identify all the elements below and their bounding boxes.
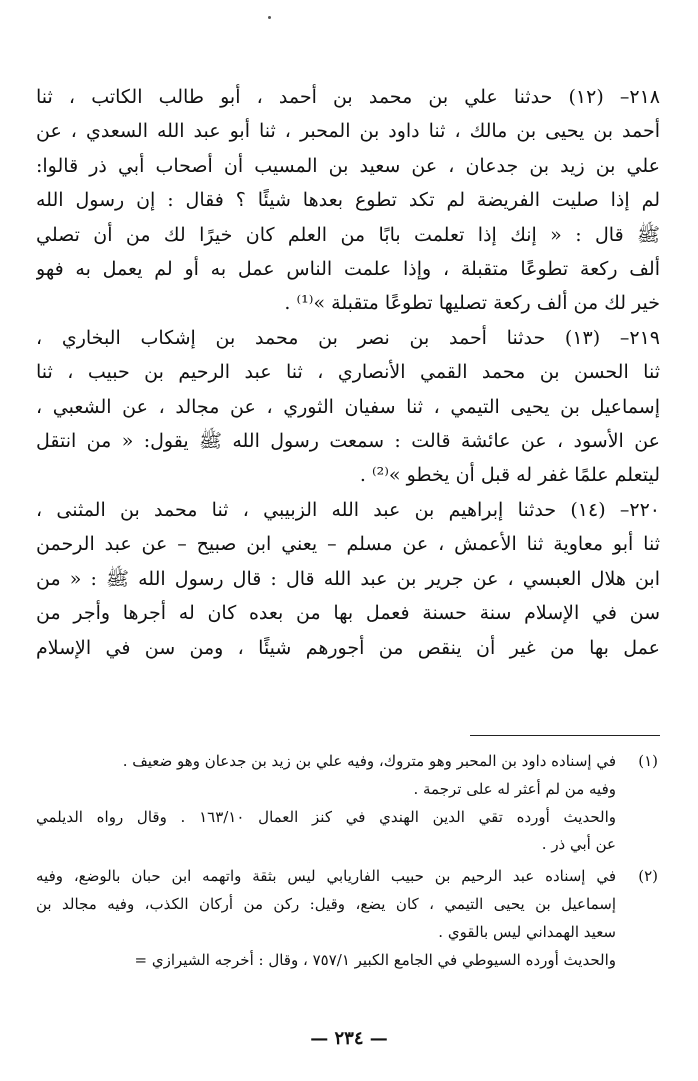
footnote-2 [36,863,658,974]
text-line: عمل بها من غير أن ينقص من أجورهم شيئًا ، ومن سن في الإسلام [36,636,660,659]
text-line: ٢١٨– (١٢) حدثنا علي بن محمد بن أحمد ، أبو طالب الكاتب ، ثنا [36,86,660,108]
speck-mark [268,16,271,19]
footnote-line: والحديث أورده تقي الدين الهندي في كنز العمال ١٦٣/١٠ . وقال رواه الديلمي [36,807,616,826]
text-line: سن في الإسلام سنة حسنة فعمل بها من بعده كان له أجرها وأجر من [36,602,660,625]
text-line: أحمد بن يحيى بن مالك ، ثنا داود بن المحبر ، ثنا أبو عبد الله السعدي ، عن [36,120,660,143]
hadith-218 [36,80,660,321]
text-line: ألف ركعة تطوعًا متقبلة ، وإذا علمت الناس عمل به أو لم يعمل به فهو [36,258,660,281]
footnote-marker: (١) [638,752,658,770]
footnote-line: سعيد الهمداني ليس بالقوي . [438,922,616,941]
text-line: خير لك من ألف ركعة تصليها تطوعًا متقبلة »⁽¹⁾ . [284,292,660,315]
text-line: ٢٢٠– (١٤) حدثنا إبراهيم بن عبد الله الزبيبي ، ثنا محمد بن المثنى ، [36,498,660,521]
footnote-line: في إسناده داود بن المحبر وهو متروك، وفيه علي بن زيد بن جدعان وهو ضعيف . [122,752,616,770]
hadith-219 [36,321,660,493]
text-line: ٢١٩– (١٣) حدثنا أحمد بن نصر بن محمد بن إشكاب البخاري ، [36,326,660,349]
text-line: ثنا أبو معاوية ثنا الأعمش ، عن مسلم – يعني ابن صبيح – عن عبد الرحمن [36,533,660,556]
footnote-marker: (٢) [638,867,658,886]
text-line: ﷺ قال : « إنك إذا تعلمت بابًا من العلم كان خيرًا لك من أن تصلي [36,223,660,246]
footnote-line: عن أبي ذر . [541,835,616,854]
footnote-line: في إسناده عبد الرحيم بن حبيب الفاريابي ليس بثقة واتهمه ابن حبان بالوضع، وفيه [36,867,616,886]
text-line: لم إذا صليت الفريضة لم تكد تطوع بعدها شيئًا ؟ فقال : إن رسول الله [36,189,660,212]
text-line: علي بن زيد بن جدعان ، عن سعيد بن المسيب أن أصحاب أبي ذر قالوا: [36,154,660,177]
main-text [36,80,660,665]
page-number: — ٢٣٤ — [310,1028,388,1049]
footnote-1 [36,748,658,859]
footnote-body [36,863,616,974]
footnote-body [36,748,616,859]
footnote-line: والحديث أورده السيوطي في الجامع الكبير ٧٥٧/١ ، وقال : أخرجه الشيرازي = [134,950,616,969]
footnote-line: إسماعيل بن يحيى التيمي ، كان يضع، وقيل: ركن من أركان الكذب، وفيه مجالد بن [36,894,616,913]
footnote-line: وفيه من لم أعثر له على ترجمة . [413,779,616,798]
text-line: إسماعيل بن يحيى التيمي ، ثنا سفيان الثوري ، عن مجالد ، عن الشعبي ، [36,395,660,418]
text-line: ليتعلم علمًا غفر له قبل أن يخطو »⁽²⁾ . [359,464,660,487]
hadith-220 [36,493,660,665]
footnotes [36,748,658,974]
footnote-divider [470,735,660,736]
text-line: ثنا الحسن بن محمد القمي الأنصاري ، ثنا عبد الرحيم بن حبيب ، ثنا [36,361,660,384]
text-line: عن الأسود ، عن عائشة قالت : سمعت رسول الله ﷺ يقول: « من انتقل [36,430,660,453]
text-line: ابن هلال العبسي ، عن جرير بن عبد الله قال : قال رسول الله ﷺ : « من [36,567,660,590]
